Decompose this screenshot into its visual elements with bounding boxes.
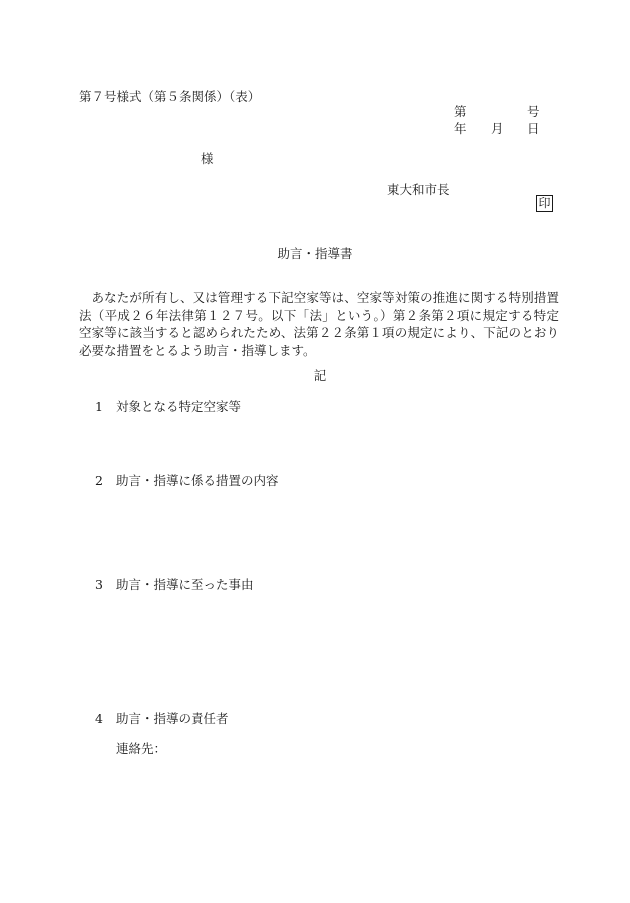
form-number-label: 第７号様式（第５条関係）（表） bbox=[79, 89, 261, 104]
seal-stamp: 印 bbox=[536, 195, 553, 212]
section-label: 助言・指導の責任者 bbox=[116, 711, 229, 726]
section-number: 3 bbox=[95, 577, 103, 592]
ki-heading: 記 bbox=[313, 368, 327, 383]
date-year-label: 年 bbox=[454, 121, 467, 136]
section-number: 1 bbox=[95, 399, 103, 414]
document-number-prefix: 第 bbox=[454, 104, 467, 119]
date-day-label: 日 bbox=[527, 121, 540, 136]
section-label: 助言・指導に至った事由 bbox=[116, 577, 254, 592]
contact-label: 連絡先： bbox=[116, 741, 167, 756]
document-title: 助言・指導書 bbox=[277, 246, 353, 261]
section-number: 4 bbox=[95, 711, 103, 726]
document-number-suffix: 号 bbox=[527, 104, 540, 119]
body-paragraph: あなたが所有し、又は管理する下記空家等は、空家等対策の推進に関する特別措置法（平成２６年法律第１２７号。以下「法」という。）第２条第２項に規定する特定空家等に該当すると認められたため、法第２２条第１項の規定により、下記のとおり必要な措置をとるよう助言・指導します。 bbox=[79, 290, 559, 358]
section-label: 助言・指導に係る措置の内容 bbox=[116, 473, 279, 488]
issuer-name: 東大和市長 bbox=[387, 182, 450, 197]
section-number: 2 bbox=[95, 473, 103, 488]
section-label: 対象となる特定空家等 bbox=[116, 399, 242, 414]
date-month-label: 月 bbox=[491, 121, 504, 136]
addressee-honorific: 様 bbox=[201, 151, 214, 166]
